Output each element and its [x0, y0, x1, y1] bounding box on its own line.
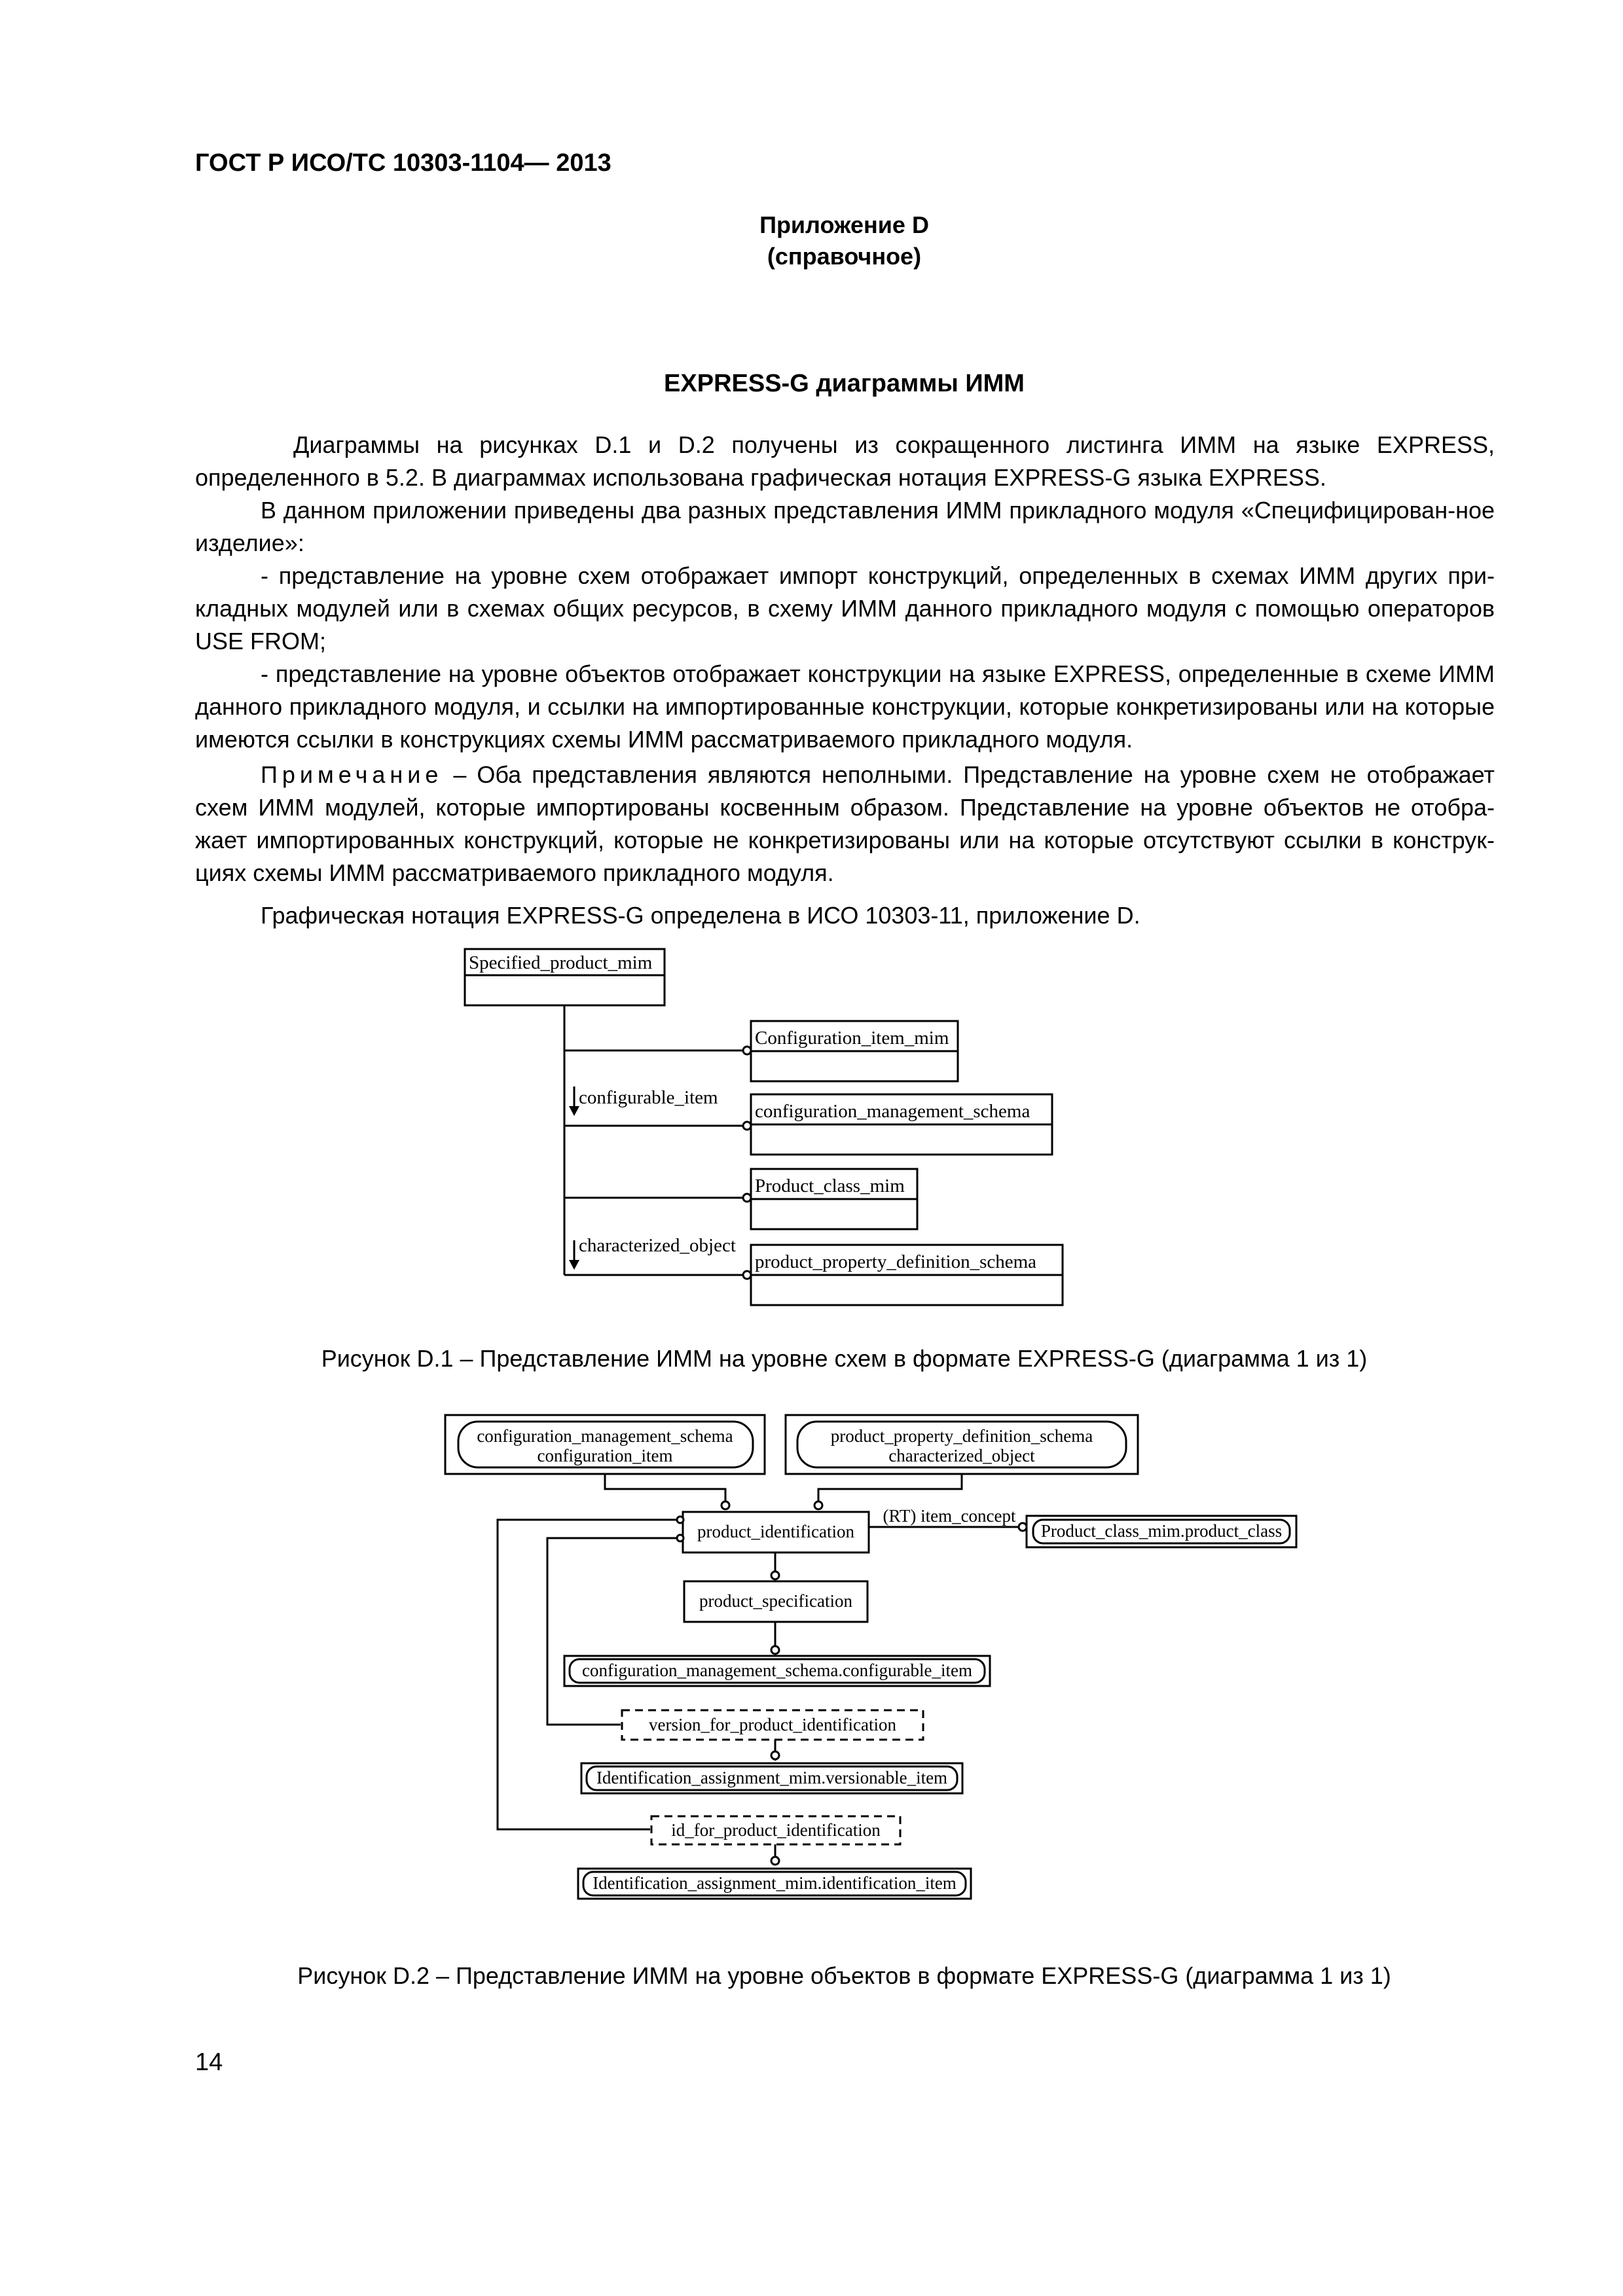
use-from-label: characterized_object	[579, 1235, 736, 1256]
note-label: Примечание	[261, 761, 443, 788]
reference-label: product_property_definition_schema	[830, 1426, 1093, 1446]
page-number: 14	[195, 2049, 223, 2076]
note-text: – Оба представления являются неполными. Представление на уровне схем не отображает схем ИММ модулей, которые импортированы косвенным образом. Представление на уровне объектов не отобра-жает импортированных конструкций, которые не конкретизированы или на которые отсутствуют ссылки в конструк-циях схемы ИММ рассматриваемого прикладного модуля.	[195, 761, 1495, 886]
entity-label: product_specification	[699, 1591, 852, 1611]
document-header: ГОСТ Р ИСО/ТС 10303-1104— 2013	[195, 149, 611, 177]
schema-label: Product_class_mim	[755, 1175, 905, 1196]
reference-label: configuration_item	[537, 1446, 673, 1465]
reference-label: configuration_management_schema.configurable_item	[581, 1660, 973, 1680]
section-title: EXPRESS-G диаграммы ИММ	[664, 370, 1025, 397]
entity-label: product_identification	[697, 1522, 854, 1541]
figure-d1-caption: Рисунок D.1 – Представление ИММ на уровне схем в формате EXPRESS-G (диаграмма 1 из 1)	[321, 1345, 1368, 1372]
notation-line: Графическая нотация EXPRESS-G определена в ИСО 10303-11, приложение D.	[261, 902, 1140, 929]
paragraph: В данном приложении приведены два разных представления ИММ прикладного модуля «Специфицирован-ное изделие»:	[195, 497, 1495, 556]
attribute-label: (RT) item_concept	[883, 1506, 1016, 1526]
paragraph: - представление на уровне объектов отображает конструкции на языке EXPRESS, определенные в схеме ИММ данного прикладного модуля, и ссылки на импортированные конструкции, которые конкретизированы или на которые имеются ссылки в конструкциях схемы ИММ рассматриваемого прикладного модуля.	[195, 660, 1495, 753]
reference-label: configuration_management_schema	[477, 1426, 733, 1446]
use-from-label: configurable_item	[579, 1087, 718, 1108]
reference-label: Identification_assignment_mim.identification_item	[593, 1873, 957, 1893]
schema-label: product_property_definition_schema	[755, 1251, 1037, 1272]
entity-label: version_for_product_identification	[649, 1715, 896, 1734]
paragraph: - представление на уровне схем отображает импорт конструкций, определенных в схемах ИММ других при-кладных модулей или в схемах общих ресурсов, в схему ИММ данного прикладного модуля с помощью операторов USE FROM;	[195, 562, 1495, 655]
schema-label: configuration_management_schema	[755, 1101, 1030, 1122]
reference-label: Identification_assignment_mim.versionable_item	[596, 1768, 948, 1787]
root-schema-label: Specified_product_mim	[469, 952, 653, 973]
appendix-title: Приложение D	[759, 211, 929, 238]
reference-label: characterized_object	[888, 1446, 1035, 1465]
paragraph: Диаграммы на рисунках D.1 и D.2 получены из сокращенного листинга ИММ на языке EXPRESS, определенного в 5.2. В диаграммах использована графическая нотация EXPRESS-G языка EXPRESS.	[195, 431, 1495, 491]
figure-d2-caption: Рисунок D.2 – Представление ИММ на уровне объектов в формате EXPRESS-G (диаграмма 1 из 1)	[297, 1962, 1391, 1989]
appendix-subtitle: (справочное)	[767, 243, 922, 270]
reference-label: Product_class_mim.product_class	[1040, 1521, 1283, 1541]
schema-label: Configuration_item_mim	[755, 1028, 949, 1049]
entity-label: id_for_product_identification	[671, 1820, 881, 1840]
